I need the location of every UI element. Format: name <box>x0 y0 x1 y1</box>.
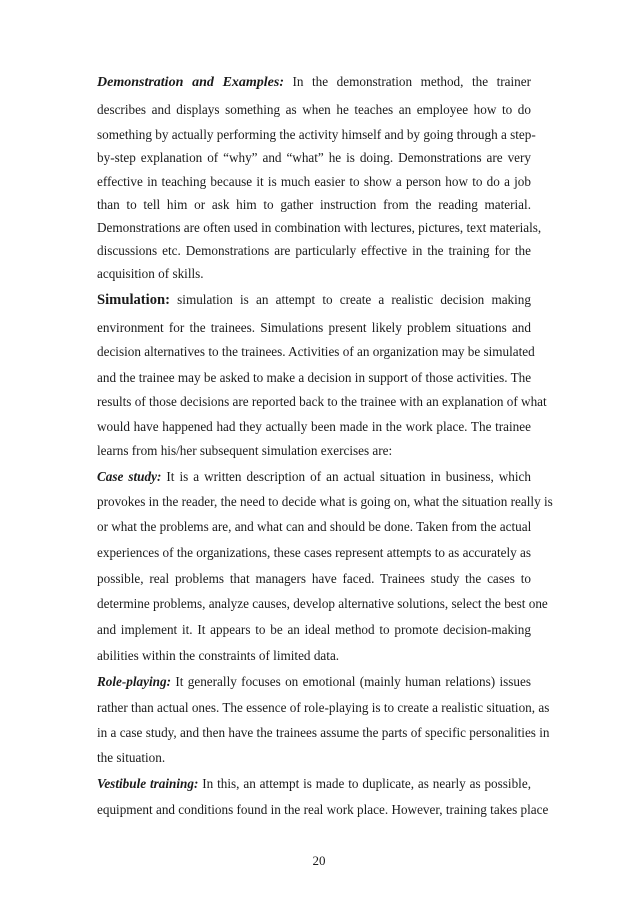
paragraph-case-study-line-5: possible, real problems that managers have faced. Trainees study the cases to <box>97 571 531 586</box>
paragraph-vestibule-line-2: equipment and conditions found in the real work place. However, training takes place <box>97 802 549 817</box>
paragraph-demonstration-line-3: something by actually performing the activity himself and by going through a step- <box>97 127 536 142</box>
paragraph-case-study-line-6: determine problems, analyze causes, develop alternative solutions, select the best one <box>97 596 548 611</box>
page-number: 20 <box>312 853 326 868</box>
heading-vestibule-training: Vestibule training: <box>97 776 199 791</box>
paragraph-case-study-line-4: experiences of the organizations, these cases represent attempts to as accurately as <box>97 545 532 560</box>
paragraph-case-study-line-1: Case study: It is a written description of an actual situation in business, which <box>97 469 532 484</box>
heading-role-playing: Role-playing: <box>97 674 171 689</box>
paragraph-simulation-line-3: decision alternatives to the trainees. Activities of an organization may be simulated <box>97 344 535 359</box>
paragraph-demonstration-line-8: discussions etc. Demonstrations are particularly effective in the training for the <box>97 243 531 258</box>
paragraph-role-playing-line-2: rather than actual ones. The essence of role-playing is to create a realistic situation, as <box>97 700 550 715</box>
paragraph-simulation-line-2: environment for the trainees. Simulations present likely problem situations and <box>97 320 531 335</box>
paragraph-case-study-line-2: provokes in the reader, the need to decide what is going on, what the situation really is <box>97 494 553 509</box>
paragraph-role-playing-line-3: in a case study, and then have the trainees assume the parts of specific personalities in <box>97 725 550 740</box>
paragraph-simulation-line-4: and the trainee may be asked to make a decision in support of those activities. The <box>97 370 532 385</box>
paragraph-simulation-line-5: results of those decisions are reported back to the trainee with an explanation of what <box>97 394 547 409</box>
paragraph-role-playing-line-4: the situation. <box>97 750 166 765</box>
paragraph-demonstration-line-2: describes and displays something as when he teaches an employee how to do <box>97 102 531 117</box>
paragraph-case-study-line-7: and implement it. It appears to be an ideal method to promote decision-making <box>97 622 531 637</box>
paragraph-demonstration-line-4: by-step explanation of “why” and “what” he is doing. Demonstrations are very <box>97 150 531 165</box>
heading-simulation: Simulation: <box>97 292 170 308</box>
heading-demonstration: Demonstration and Examples: <box>97 75 285 90</box>
paragraph-case-study-line-8: abilities within the constraints of limited data. <box>97 648 340 663</box>
paragraph-simulation-line-7: learns from his/her subsequent simulation exercises are: <box>97 443 393 458</box>
paragraph-demonstration-line-9: acquisition of skills. <box>97 266 204 281</box>
paragraph-demonstration-line-7: Demonstrations are often used in combination with lectures, pictures, text materials, <box>97 220 542 235</box>
paragraph-role-playing-line-1: Role-playing: It generally focuses on emotional (mainly human relations) issues <box>97 674 531 689</box>
paragraph-vestibule-line-1: Vestibule training: In this, an attempt is made to duplicate, as nearly as possible, <box>97 776 531 791</box>
paragraph-demonstration-line-5: effective in teaching because it is much easier to show a person how to do a job <box>97 174 531 189</box>
paragraph-case-study-line-3: or what the problems are, and what can and should be done. Taken from the actual <box>97 519 532 534</box>
paragraph-simulation-line-6: would have happened had they actually been made in the work place. The trainee <box>97 419 531 434</box>
paragraph-demonstration-line-1: Demonstration and Examples: In the demonstration method, the trainer <box>97 74 531 90</box>
paragraph-demonstration-line-6: than to tell him or ask him to gather instruction from the reading material. <box>97 197 531 212</box>
paragraph-simulation-line-1: Simulation: simulation is an attempt to create a realistic decision making <box>97 292 531 308</box>
heading-case-study: Case study: <box>97 469 162 484</box>
